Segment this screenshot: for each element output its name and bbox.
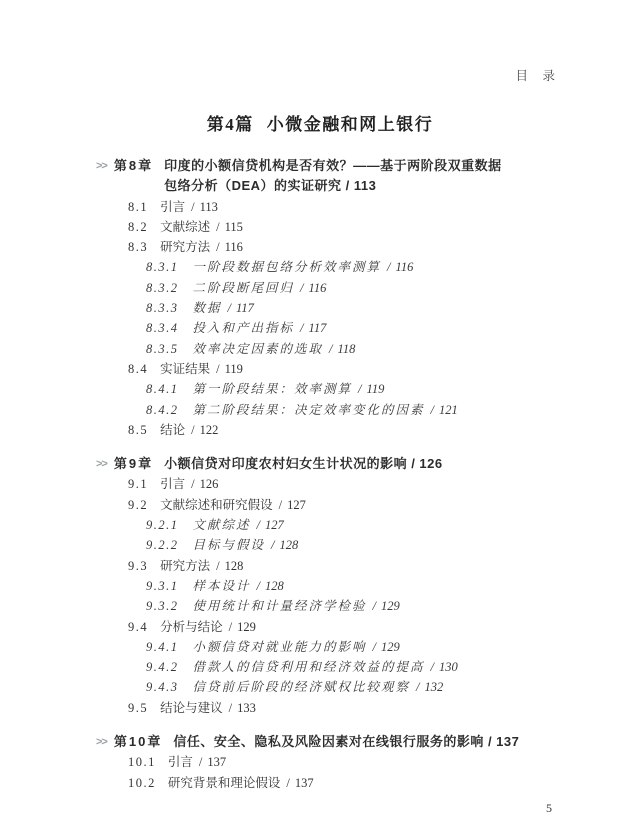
entry-separator: / — [228, 700, 233, 715]
entry-separator: / — [271, 538, 275, 553]
double-chevron-right-icon: >> — [96, 736, 107, 749]
toc-entry — [96, 576, 576, 596]
chapter-title — [164, 156, 502, 197]
entry-page: 118 — [337, 341, 356, 356]
entry-page: 137 — [207, 755, 227, 770]
toc-entry — [96, 773, 576, 793]
toc-entry — [96, 217, 576, 237]
toc-entry — [96, 637, 576, 657]
double-chevron-right-icon: >> — [96, 458, 107, 471]
chapter-block — [96, 156, 576, 440]
entry-number: 8.1 — [128, 199, 149, 214]
entry-page: 127 — [287, 497, 306, 512]
chapter-title-line: 信任、安全、隐私及风险因素对在线银行服务的影响 / 137 — [173, 734, 520, 750]
entry-number: 9.5 — [128, 700, 149, 715]
toc-entry — [96, 400, 576, 420]
toc-entry — [96, 278, 576, 298]
entry-title: 分析与结论 — [160, 619, 223, 634]
entry-separator: / — [430, 660, 434, 675]
entry-page: 133 — [237, 700, 256, 715]
entry-title: 引言 — [167, 755, 193, 770]
entry-number: 9.2.2 — [146, 538, 179, 553]
entry-number: 9.2.1 — [146, 518, 179, 533]
entry-title: 文献综述 — [192, 518, 251, 533]
entry-separator: / — [300, 280, 304, 295]
entry-page: 119 — [366, 382, 385, 397]
chapter-block — [96, 454, 576, 718]
entry-title: 投入和产出指标 — [192, 321, 295, 336]
entry-title: 引言 — [160, 199, 186, 214]
entry-number: 8.3.1 — [146, 260, 179, 275]
entry-title: 目标与假设 — [192, 538, 266, 553]
entry-number: 8.3.4 — [146, 321, 179, 336]
toc-entry — [96, 515, 576, 535]
entry-separator: / — [329, 341, 333, 356]
toc — [96, 156, 576, 807]
entry-number: 9.3.1 — [146, 578, 179, 593]
entry-title: 结论 — [160, 422, 186, 437]
entry-separator: / — [286, 775, 290, 790]
entry-number: 9.1 — [128, 477, 149, 492]
toc-entry — [96, 318, 576, 338]
page-number: 5 — [546, 801, 552, 815]
part-name: 小微金融和网上银行 — [266, 115, 434, 134]
toc-entry — [96, 677, 576, 697]
entry-title: 样本设计 — [192, 578, 251, 593]
entry-number: 8.3 — [128, 240, 149, 255]
entry-number: 9.4.2 — [146, 660, 179, 675]
entry-title: 信贷前后阶段的经济赋权比较观察 — [192, 680, 411, 695]
toc-entry — [96, 359, 576, 379]
chapter-title-line: 包络分析（DEA）的实证研究 / 113 — [164, 178, 377, 194]
toc-entry — [96, 474, 576, 494]
entry-separator: / — [216, 219, 220, 234]
part-label: 第4篇 — [206, 115, 254, 134]
entry-separator: / — [372, 599, 376, 614]
toc-entry — [96, 379, 576, 399]
entry-page: 128 — [224, 558, 244, 573]
entry-title: 数据 — [192, 301, 222, 316]
entry-page: 119 — [224, 361, 243, 376]
chapter-title-line: 印度的小额信贷机构是否有效？——基于两阶段双重数据 — [164, 158, 502, 173]
page-header-title: 目 录 — [515, 69, 556, 83]
toc-entry — [96, 197, 576, 217]
entry-title: 研究背景和理论假设 — [167, 775, 281, 790]
entry-number: 10.2 — [128, 775, 156, 790]
entry-page: 128 — [265, 578, 284, 593]
entry-separator: / — [228, 619, 233, 634]
entry-number: 9.2 — [128, 497, 149, 512]
toc-entry — [96, 495, 576, 515]
entry-page: 115 — [224, 219, 243, 234]
entry-title: 效率决定因素的选取 — [192, 341, 324, 356]
entry-number: 9.4 — [128, 619, 149, 634]
entry-separator: / — [358, 382, 362, 397]
entry-page: 127 — [265, 518, 284, 533]
entry-separator: / — [191, 422, 195, 437]
entry-page: 137 — [294, 775, 314, 790]
entry-page: 129 — [237, 619, 256, 634]
chapter-title-line: 小额信贷对印度农村妇女生计状况的影响 / 126 — [164, 456, 443, 472]
entry-page: 129 — [381, 639, 400, 654]
entry-title: 二阶段断尾回归 — [192, 280, 295, 295]
entry-page: 116 — [308, 280, 327, 295]
entry-separator: / — [278, 497, 283, 512]
entry-title: 结论与建议 — [160, 700, 223, 715]
entry-number: 9.4.3 — [146, 680, 179, 695]
entry-title: 研究方法 — [160, 558, 211, 573]
entry-separator: / — [198, 755, 203, 770]
entry-number: 8.4 — [128, 361, 149, 376]
entry-title: 文献综述和研究假设 — [160, 497, 273, 512]
entry-separator: / — [191, 477, 195, 492]
chapter-title — [164, 454, 443, 474]
toc-entry — [96, 237, 576, 257]
entry-title: 引言 — [160, 477, 186, 492]
entry-number: 8.2 — [128, 219, 149, 234]
entry-number: 9.4.1 — [146, 639, 179, 654]
entry-separator: / — [191, 199, 195, 214]
entry-page: 121 — [439, 402, 458, 417]
chapter-label: 第9章 — [113, 456, 154, 472]
entry-page: 117 — [236, 301, 254, 316]
entry-separator: / — [227, 301, 231, 316]
entry-page: 128 — [279, 538, 299, 553]
double-chevron-right-icon: >> — [96, 160, 107, 172]
entry-separator: / — [416, 680, 420, 695]
entry-title: 第二阶段结果：决定效率变化的因素 — [192, 402, 425, 417]
entry-number: 9.3.2 — [146, 599, 179, 614]
part-title — [0, 110, 640, 135]
entry-page: 122 — [199, 422, 219, 437]
chapter-entries — [96, 752, 576, 793]
entry-number: 8.4.2 — [146, 402, 179, 417]
chapter-entries — [96, 474, 576, 718]
entry-number: 10.1 — [128, 755, 156, 770]
entry-separator: / — [216, 240, 220, 255]
entry-number: 8.3.3 — [146, 301, 179, 316]
entry-separator: / — [300, 321, 304, 336]
entry-page: 130 — [439, 660, 458, 675]
chapter-entries — [96, 197, 576, 441]
entry-number: 9.3 — [128, 558, 149, 573]
entry-separator: / — [216, 558, 220, 573]
entry-separator: / — [372, 639, 376, 654]
entry-title: 研究方法 — [160, 240, 211, 255]
entry-title: 小额信贷对就业能力的影响 — [192, 639, 367, 654]
entry-page: 126 — [199, 477, 219, 492]
entry-title: 文献综述 — [160, 219, 211, 234]
entry-number: 8.3.5 — [146, 341, 179, 356]
entry-title: 借款人的信贷利用和经济效益的提高 — [192, 660, 425, 675]
entry-title: 使用统计和计量经济学检验 — [192, 599, 367, 614]
toc-entry — [96, 698, 576, 718]
chapter-block — [96, 732, 576, 793]
toc-entry — [96, 257, 576, 277]
entry-separator: / — [216, 361, 220, 376]
toc-entry — [96, 339, 576, 359]
entry-page: 132 — [424, 680, 444, 695]
entry-page: 116 — [395, 260, 414, 275]
entry-title: 一阶段数据包络分析效率测算 — [192, 260, 382, 275]
entry-separator: / — [430, 402, 434, 417]
chapter-title — [173, 732, 519, 752]
entry-title: 实证结果 — [160, 361, 211, 376]
toc-entry — [96, 617, 576, 637]
entry-page: 129 — [381, 599, 400, 614]
toc-entry — [96, 556, 576, 576]
chapter-heading — [96, 156, 576, 197]
entry-number: 8.3.2 — [146, 280, 179, 295]
entry-number: 8.5 — [128, 422, 149, 437]
entry-page: 117 — [308, 321, 327, 336]
entry-separator: / — [387, 260, 391, 275]
chapter-label: 第10章 — [113, 734, 163, 750]
entry-separator: / — [256, 578, 260, 593]
toc-entry — [96, 420, 576, 440]
chapter-heading — [96, 454, 576, 474]
chapter-heading — [96, 732, 576, 752]
entry-page: 113 — [199, 199, 218, 214]
chapter-label: 第8章 — [113, 158, 154, 173]
entry-separator: / — [256, 518, 260, 533]
entry-title: 第一阶段结果：效率测算 — [192, 382, 353, 397]
toc-entry — [96, 596, 576, 616]
toc-entry — [96, 535, 576, 555]
entry-number: 8.4.1 — [146, 382, 179, 397]
toc-entry — [96, 752, 576, 772]
entry-page: 116 — [224, 240, 243, 255]
toc-entry — [96, 657, 576, 677]
toc-entry — [96, 298, 576, 318]
